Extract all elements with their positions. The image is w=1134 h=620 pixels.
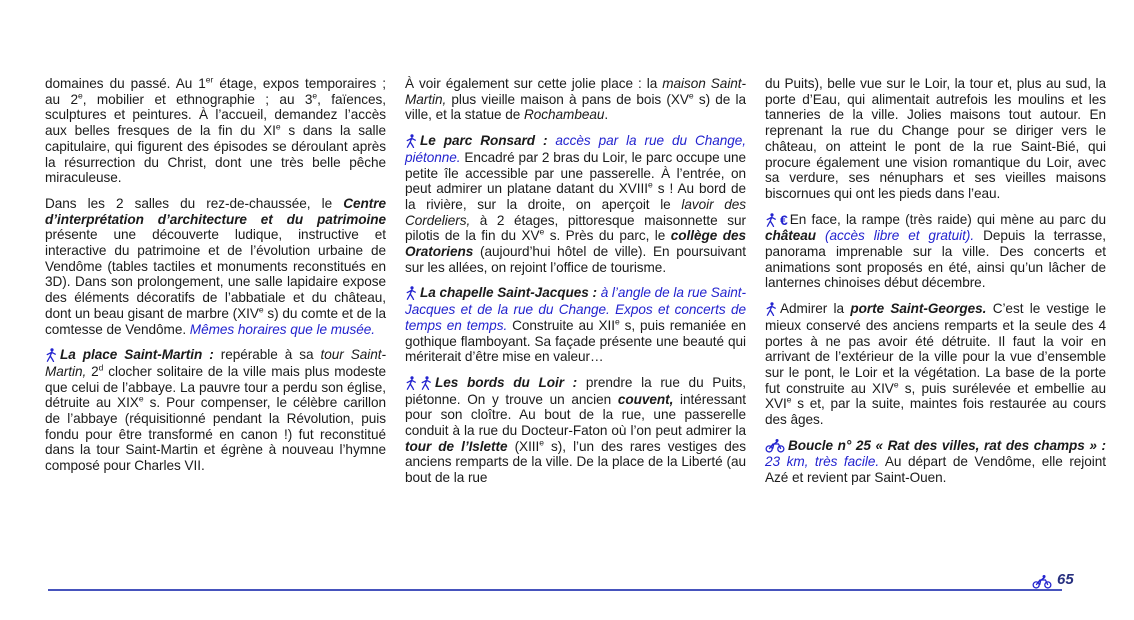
text-segment: s ! Au bord de la rivière, sur la droite, on aperçoit le — [405, 181, 746, 212]
text-segment: Au départ de Vendôme, elle rejoint Azé et revient par Saint-Ouen. — [765, 454, 1106, 486]
text-segment: s) de la ville, et la statue de — [405, 91, 746, 123]
text-segment: e — [786, 394, 792, 405]
text-segment: e — [539, 226, 545, 237]
walker-icon — [45, 348, 57, 364]
text-segment: (XIII — [507, 438, 540, 454]
text-segment: En face, la rampe (très raide) qui mène au parc du — [789, 211, 1106, 227]
text-segment: er — [205, 74, 214, 85]
text-segment: s. Près du parc, le — [544, 228, 671, 244]
text-segment: Admirer la — [780, 301, 851, 317]
paragraph — [765, 438, 1106, 486]
text-segment: e — [138, 393, 144, 404]
walker-icon — [405, 286, 417, 302]
text-segment: Rochambeau — [524, 107, 605, 123]
text-segment: (aujourd’hui hôtel de ville). En poursuivant sur les allées, on rejoint l’office de tourisme. — [405, 244, 746, 275]
text-segment: e — [275, 121, 281, 132]
cyclist-icon — [1032, 575, 1052, 589]
text-segment: étage, expos temporaires ; au 2 — [45, 76, 386, 107]
paragraph — [765, 301, 1106, 428]
text-segment: prendre la rue du Puits, piétonne. On y trouve un ancien — [405, 374, 746, 407]
text-segment: , faïences, sculptures et peintures. À l’accueil, demandez l’accès aux belles fresques de la fin du XI — [45, 91, 386, 139]
text-segment: . — [604, 107, 609, 123]
text-segment: e — [688, 90, 694, 101]
text-segment: e — [312, 90, 318, 101]
text-segment: e — [258, 304, 264, 315]
paragraph — [45, 196, 386, 337]
text-segment: Mêmes horaires que le musée. — [189, 321, 376, 337]
text-segment: plus vieille maison à pans de bois (XV — [446, 91, 689, 107]
text-segment: maison Saint-Martin, — [405, 76, 746, 107]
text-segment: tour de l’Islette — [405, 438, 508, 454]
paragraph — [765, 76, 1106, 202]
text-segment: s. Pour compenser, le célèbre carillon de l’abbaye (réquisitionné pendant la Révolution, puis fondu pour être transformé en canon !) fut reconstitué dans la tour Saint-Martin et égrène à nouveau l’hymne composé pour Charles VII. — [45, 395, 386, 474]
text-segment: 2 — [86, 363, 99, 379]
footer-rule — [48, 589, 1062, 591]
text-segment: Boucle n° 25 « Rat des villes, rat des champs » : — [788, 437, 1106, 453]
text-segment: tour Saint-Martin, — [45, 347, 386, 379]
text-segment: Les bords du Loir : — [435, 374, 586, 390]
text-segment: Le parc Ronsard : — [420, 133, 556, 149]
text-segment: Construite au XII — [507, 317, 615, 333]
page-footer — [1032, 570, 1074, 589]
column-3 — [765, 76, 1106, 496]
column-2 — [405, 76, 746, 496]
text-segment: s, puis remaniée en gothique flamboyant. Sa façade présente une beauté qui mériterait d’être mise en valeur… — [405, 317, 746, 365]
text-segment: lavoir des Cordeliers, — [405, 196, 746, 228]
text-segment: couvent, — [617, 391, 674, 407]
text-segment: À voir également sur cette jolie place : la — [405, 76, 663, 91]
text-segment: s), l’un des rares vestiges des anciens remparts de la ville. De la place de la Liberté (au bout de la rue — [405, 438, 747, 486]
text-segment: s, puis surélevée et embellie au XVI — [765, 380, 1106, 412]
text-segment: à l’angle de la rue Saint-Jacques et de la rue du Change. Expos et concerts de temps en temps. — [405, 285, 747, 333]
text-segment: clocher solitaire de la ville mais plus modeste que celui de l’abbaye. La pauvre tour a perdu son église, détruite au XIX — [45, 363, 386, 411]
text-segment: La chapelle Saint-Jacques : — [420, 285, 601, 301]
text-segment: accès par la rue du Change, piétonne. — [405, 133, 746, 165]
walker-icon — [420, 376, 432, 392]
walker-icon — [405, 134, 417, 150]
paragraph — [45, 76, 386, 186]
text-segment: porte Saint-Georges. — [850, 301, 987, 317]
text-segment: s) du comte et de la comtesse de Vendôme. — [45, 305, 386, 337]
text-segment: à 2 étages, pittoresque maisonnette sur pilotis de la fin du XV — [405, 212, 746, 244]
text-segment: présente une découverte ludique, instructive et interactive du patrimoine et de l’évolution urbaine de Vendôme (tables tactiles et monuments reconstitués en 3D). Dans son prolongement, une salle lapidaire expose des éléments décoratifs de l’abbatiale et du château, dont un beau gisant de marbre (XIV — [45, 227, 386, 321]
text-segment: Centre d’interprétation d’architecture et du patrimoine — [45, 195, 386, 227]
text-segment: s et, par la suite, maintes fois restaurée au cours des âges. — [765, 396, 1106, 428]
text-segment: e — [614, 316, 620, 327]
paragraph — [45, 347, 386, 474]
euro-icon: € — [780, 211, 788, 228]
text-segment: Encadré par 2 bras du Loir, le parc occupe une petite île accessible par une passerelle. À l’entrée, on peut admirer un platane datant du XVIII — [405, 149, 746, 197]
text-segment: repérable à sa — [220, 347, 321, 363]
text-segment: La place Saint-Martin : — [60, 347, 221, 363]
text-segment: e — [647, 179, 653, 190]
paragraph — [765, 212, 1106, 292]
walker-icon — [765, 213, 777, 229]
paragraph — [405, 285, 746, 365]
text-segment: du Puits), belle vue sur le Loir, la tour et, plus au sud, la porte d’Eau, qui alimentait autrefois les moulins et les tanneries de la ville. Jolies maisons tout autour. En reprenant la rue du Change pour se diriger vers le château, on atteint le pont de la rue Saint-Bié, qui procure également une vision romantique du Loir, avec sa verdure, ses nénuphars et ses vieilles maisons biscornues qui ont les pieds dans l’eau. — [765, 76, 1106, 201]
text-segment: 23 km, très facile. — [765, 454, 880, 470]
text-segment: (accès libre et gratuit). — [825, 228, 975, 244]
paragraph — [405, 76, 746, 123]
text-segment: e — [893, 379, 899, 390]
text-segment: château — [765, 228, 826, 244]
text-segment: intéressant pour son cloître. Au bout de la rue, une passerelle conduit à la rue du Docteur-Faton où l’on peut admirer la — [405, 391, 746, 439]
cyclist-icon — [765, 439, 785, 455]
text-segment: collège des Oratoriens — [405, 228, 746, 260]
text-segment: d — [98, 362, 104, 373]
text-segment: domaines du passé. Au 1 — [45, 76, 206, 91]
walker-icon — [405, 376, 417, 392]
text-segment: C’est le vestige le mieux conservé des anciens remparts et la seule des 4 portes à ne pas avoir été détruite. Il faut la voir en arrivant de l’extérieur de la ville pour la vue d’ensemble sur le pont, le Loir et la végétation. La base de la porte fut construite au XIV — [765, 301, 1107, 396]
text-segment: e — [539, 437, 544, 448]
text-segment: s dans la salle capitulaire, qui figurent des épisodes se déroulant après la résurrection du Christ, dont une très belle pêche miraculeuse. — [45, 123, 386, 186]
text-columns — [45, 76, 1106, 496]
page-number: 65 — [1057, 571, 1074, 588]
paragraph — [405, 375, 746, 486]
text-segment: Depuis la terrasse, panorama imprenable sur la ville. Des concerts et animations sont proposés en été, ainsi qu’un lâcher de lanternes chinoises début décembre. — [765, 228, 1106, 291]
walker-icon — [765, 302, 777, 318]
text-segment: e — [77, 90, 83, 101]
text-segment: , mobilier et ethnographie ; au 3 — [82, 91, 313, 107]
paragraph — [405, 133, 746, 275]
text-segment: Dans les 2 salles du rez-de-chaussée, le — [45, 195, 344, 211]
column-1 — [45, 76, 386, 496]
